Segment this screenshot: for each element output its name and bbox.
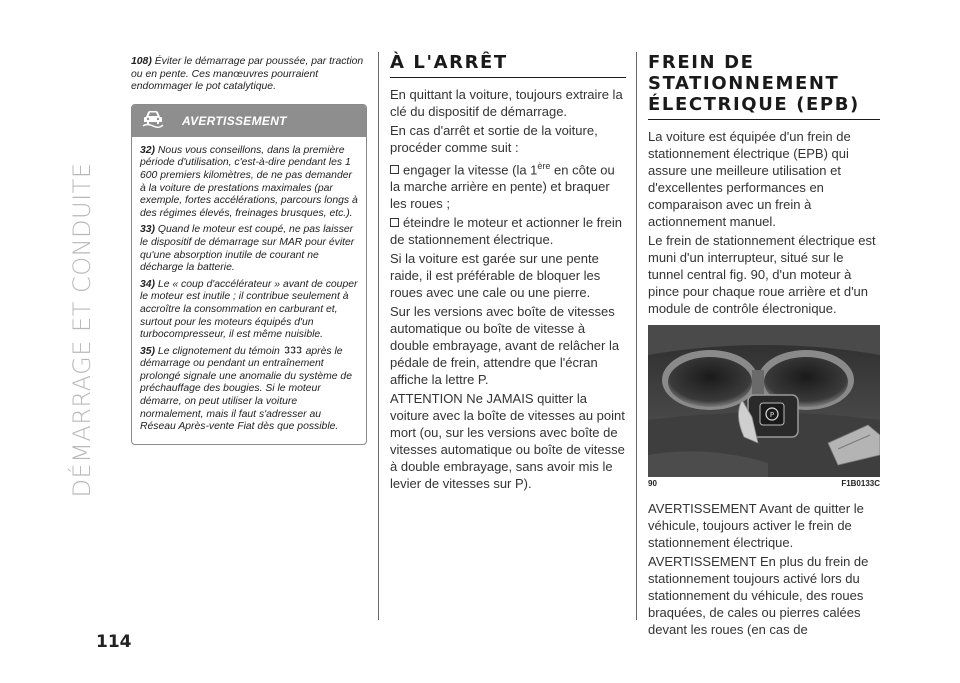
figure-number: 90 bbox=[648, 479, 657, 488]
note-32 bbox=[140, 145, 358, 221]
checkbox-bullet-icon bbox=[390, 218, 399, 227]
note-number: 34) bbox=[140, 278, 156, 290]
warning-title: AVERTISSEMENT bbox=[182, 113, 287, 128]
note-34 bbox=[140, 279, 358, 342]
epb-photo-illustration bbox=[648, 325, 880, 477]
note-35 bbox=[140, 346, 358, 434]
figure-code: F1B0133C bbox=[841, 479, 880, 488]
section-body bbox=[648, 128, 880, 317]
bullet-text: engager la vitesse (la 1 bbox=[403, 162, 538, 178]
warning-header bbox=[132, 105, 366, 137]
section-body bbox=[390, 86, 626, 492]
superscript: ère bbox=[537, 161, 551, 171]
note-text: Nous vous conseillons, dans la première période d'utilisation, c'est-à-dire pendant les 1 600 premiers kilomètres, de ne pas demander à la voiture de prestations maximales (par exemple, fortes accélérations, parcours longs à des régimes élevés, freinages brusques, etc.). bbox=[140, 144, 358, 219]
figure-epb-switch bbox=[648, 325, 880, 477]
chapter-side-title: DÉMARRAGE ET CONDUITE bbox=[68, 162, 96, 498]
note-108 bbox=[131, 56, 367, 94]
warning-body bbox=[132, 137, 366, 434]
bullet-text: éteindre le moteur et actionner le frein de stationnement électrique. bbox=[390, 215, 622, 248]
paragraph: En cas d'arrêt et sortie de la voiture, procéder comme suit : bbox=[390, 123, 598, 155]
notes-column bbox=[131, 56, 367, 445]
car-warning-icon bbox=[142, 108, 164, 133]
paragraph: AVERTISSEMENT En plus du frein de stationnement toujours activé lors du stationnement du véhicule, des roues braquées, de cales ou pierres calées devant les roues (en cas de bbox=[648, 554, 869, 637]
note-number: 33) bbox=[140, 224, 156, 236]
epb-column bbox=[648, 52, 880, 640]
note-number: 108) bbox=[131, 56, 152, 67]
note-number: 35) bbox=[140, 345, 156, 357]
note-number: 32) bbox=[140, 144, 156, 156]
note-text: Le « coup d'accélérateur » avant de couper le moteur est inutile ; il contribue seulement à accroître la consommation en carburant et, surtout pour les moteurs équipés d'un turbocompresseur, il est même nuisible. bbox=[140, 278, 358, 341]
bullet-item bbox=[390, 158, 626, 212]
note-text: après le démarrage ou pendant un entraînement prolongé signale une anomalie du système de préchauffage des bougies. Si le moteur démarre, on peut utiliser la voiture normalement, mais il faut s'adresser au Réseau Après-vente Fiat dès que possible. bbox=[140, 345, 352, 433]
paragraph: AVERTISSEMENT Avant de quitter le véhicule, toujours activer le frein de stationnement électrique. bbox=[648, 501, 864, 550]
note-33 bbox=[140, 224, 358, 274]
note-text: Le clignotement du témoin bbox=[157, 345, 280, 357]
paragraph: Si la voiture est garée sur une pente raide, il est préférable de bloquer les roues avec une cale ou une pierre. bbox=[390, 251, 601, 301]
column-divider bbox=[378, 52, 379, 620]
bullet-item bbox=[390, 214, 626, 248]
paragraph: La voiture est équipée d'un frein de stationnement électrique (EPB) qui assure une meilleure utilisation et d'excellentes performances en comparaison avec un frein à actionnement manuel. bbox=[648, 129, 851, 229]
figure-caption bbox=[648, 479, 880, 488]
svg-text:P: P bbox=[769, 411, 775, 419]
paragraph: En quittant la voiture, toujours extraire la clé du dispositif de démarrage. bbox=[390, 87, 623, 119]
parking-column bbox=[390, 52, 626, 494]
paragraph: Sur les versions avec boîte de vitesses automatique ou boîte de vitesse à double embrayage, avant de relâcher la pédale de frein, attendre que l'écran affiche la lettre P. bbox=[390, 304, 620, 388]
section-heading: À L'ARRÊT bbox=[390, 52, 626, 78]
page-number: 114 bbox=[96, 632, 132, 652]
note-text: Quand le moteur est coupé, ne pas laisser le dispositif de démarrage sur MAR pour éviter qu'une absorption inutile de courant ne décharge la batterie. bbox=[140, 224, 355, 274]
paragraph: Le frein de stationnement électrique est muni d'un interrupteur, situé sur le tunnel central fig. 90, d'un moteur à pince pour chaque roue arrière et d'un module de contrôle électronique. bbox=[648, 233, 876, 316]
bullet-text: en côte ou la marche arrière en pente) et braquer les roues ; bbox=[390, 162, 615, 212]
warning-box bbox=[131, 104, 367, 445]
section-body bbox=[648, 500, 880, 638]
paragraph: ATTENTION Ne JAMAIS quitter la voiture avec la boîte de vitesses au point mort (ou, sur les versions avec boîte de vitesses automatique ou boîte de vitesse à double embrayage, sans avoir mis le levier de vitesses sur P). bbox=[390, 391, 625, 492]
section-heading: FREIN DE STATIONNEMENT ÉLECTRIQUE (EPB) bbox=[648, 52, 880, 120]
checkbox-bullet-icon bbox=[390, 165, 399, 174]
glow-plug-icon bbox=[283, 346, 306, 357]
column-divider bbox=[636, 52, 637, 620]
note-text: Éviter le démarrage par poussée, par traction ou en pente. Ces manœuvres pourraient endommager le pot catalytique. bbox=[131, 56, 364, 93]
